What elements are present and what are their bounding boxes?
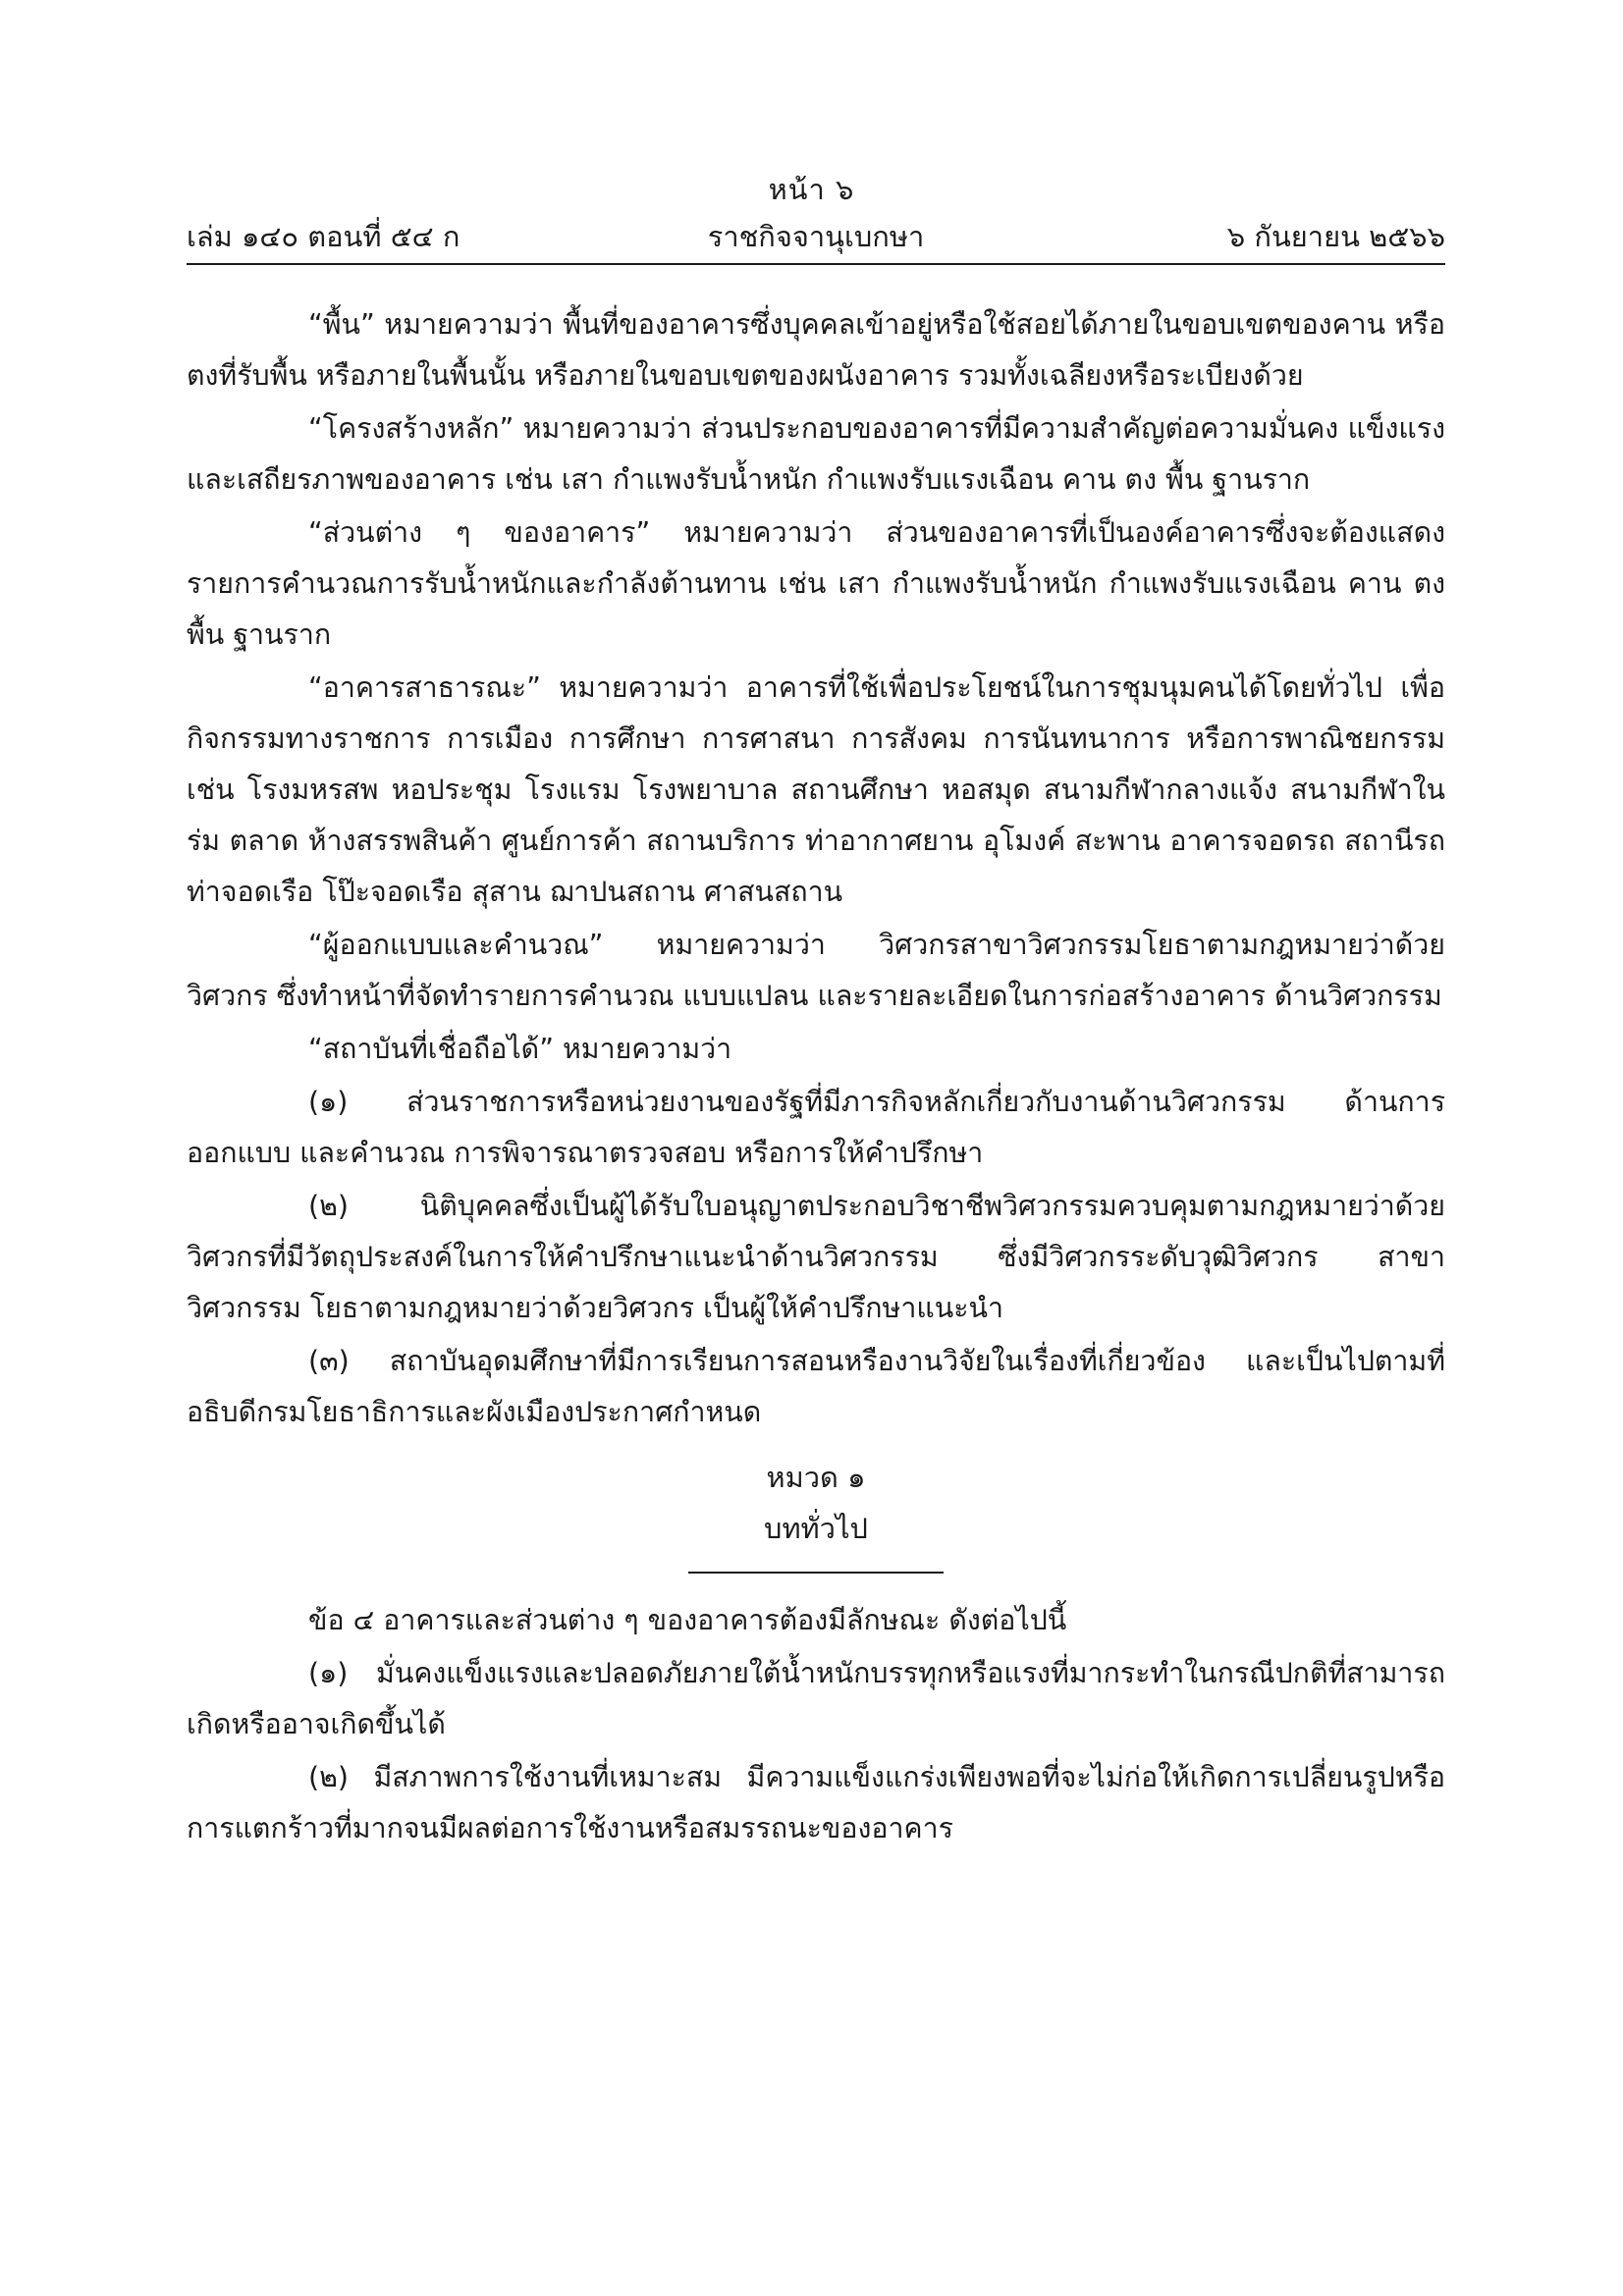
page-number: หน้า ๖ bbox=[768, 173, 855, 206]
definition-building-parts: “ส่วนต่าง ๆ ของอาคาร” หมายความว่า ส่วนของอาคารที่เป็นองค์อาคารซึ่งจะต้องแสดง รายการคำนวณการรับน้ำหนักและกำลังต้านทาน เช่น เสา กำแพงรับน้ำหนัก กำแพงรับแรงเฉือน คาน ตง พื้น ฐานราก bbox=[187, 516, 1445, 651]
article-4-intro: ข้อ ๔ อาคารและส่วนต่าง ๆ ของอาคารต้องมีลักษณะ ดังต่อไปนี้ bbox=[308, 1604, 1067, 1636]
volume-issue: เล่ม ๑๔๐ ตอนที่ ๕๔ ก bbox=[187, 220, 460, 253]
definition-public-building: “อาคารสาธารณะ” หมายความว่า อาคารที่ใช้เพื่อประโยชน์ในการชุมนุมคนได้โดยทั่วไป เพื่อกิจกรรมทางราชการ การเมือง การศึกษา การศาสนา การสังคม การนันทนาการ หรือการพาณิชยกรรม เช่น โรงมหรสพ หอประชุม โรงแรม โรงพยาบาล สถานศึกษา หอสมุด สนามกีฬากลางแจ้ง สนามกีฬาในร่ม ตลาด ห้างสรรพสินค้า ศูนย์การค้า สถานบริการ ท่าอากาศยาน อุโมงค์ สะพาน อาคารจอดรถ สถานีรถ ท่าจอดเรือ โป๊ะจอดเรือ สุสาน ฌาปนสถาน ศาสนสถาน bbox=[187, 671, 1445, 908]
article-4-item-1: (๑) มั่นคงแข็งแรงและปลอดภัยภายใต้น้ำหนักบรรทุกหรือแรงที่มากระทำในกรณีปกติที่สามารถ เกิดหรืออาจเกิดขึ้นได้ bbox=[187, 1657, 1445, 1740]
definition-main-structure: “โครงสร้างหลัก” หมายความว่า ส่วนประกอบของอาคารที่มีความสำคัญต่อความมั่นคง แข็งแรงและเสถียรภาพของอาคาร เช่น เสา กำแพงรับน้ำหนัก กำแพงรับแรงเฉือน คาน ตง พื้น ฐานราก bbox=[187, 412, 1445, 496]
chapter-divider bbox=[688, 1572, 944, 1574]
gazette-header bbox=[187, 214, 1445, 257]
institution-item-2: (๒) นิติบุคคลซึ่งเป็นผู้ได้รับใบอนุญาตประกอบวิชาชีพวิศวกรรมควบคุมตามกฎหมายว่าด้วย วิศวกรที่มีวัตถุประสงค์ในการให้คำปรึกษาแนะนำด้านวิศวกรรม ซึ่งมีวิศวกรระดับวุฒิวิศวกร สาขาวิศวกรรม โยธาตามกฎหมายว่าด้วยวิศวกร เป็นผู้ให้คำปรึกษาแนะนำ bbox=[187, 1190, 1445, 1324]
chapter-title: บททั่วไป bbox=[764, 1512, 868, 1545]
chapter-number: หมวด ๑ bbox=[766, 1461, 866, 1494]
definition-floor: “พื้น” หมายความว่า พื้นที่ของอาคารซึ่งบุคคลเข้าอยู่หรือใช้สอยได้ภายในขอบเขตของคาน หรือตงที่รับพื้น หรือภายในพื้นนั้น หรือภายในขอบเขตของผนังอาคาร รวมทั้งเฉลียงหรือระเบียงด้วย bbox=[187, 308, 1445, 392]
article-4-item-2: (๒) มีสภาพการใช้งานที่เหมาะสม มีความแข็งแกร่งเพียงพอที่จะไม่ก่อให้เกิดการเปลี่ยนรูปหรือ การแตกร้าวที่มากจนมีผลต่อการใช้งานหรือสมรรถนะของอาคาร bbox=[187, 1761, 1445, 1844]
definition-reliable-institution: “สถาบันที่เชื่อถือได้” หมายความว่า bbox=[308, 1033, 732, 1065]
institution-item-3: (๓) สถาบันอุดมศึกษาที่มีการเรียนการสอนหรืองานวิจัยในเรื่องที่เกี่ยวข้อง และเป็นไปตามที่ อธิบดีกรมโยธาธิการและผังเมืองประกาศกำหนด bbox=[187, 1345, 1445, 1428]
chapter-heading bbox=[187, 1452, 1445, 1574]
publication-date: ๖ กันยายน ๒๕๖๖ bbox=[1226, 220, 1445, 253]
definition-designer: “ผู้ออกแบบและคำนวณ” หมายความว่า วิศวกรสาขาวิศวกรรมโยธาตามกฎหมายว่าด้วย วิศวกร ซึ่งทำหน้าที่จัดทำรายการคำนวณ แบบแปลน และรายละเอียดในการก่อสร้างอาคาร ด้านวิศวกรรม bbox=[187, 929, 1445, 1012]
document-body bbox=[187, 299, 1445, 1856]
header-divider bbox=[187, 263, 1445, 265]
institution-item-1: (๑) ส่วนราชการหรือหน่วยงานของรัฐที่มีภารกิจหลักเกี่ยวกับงานด้านวิศวกรรม ด้านการออกแบบ และคำนวณ การพิจารณาตรวจสอบ หรือการให้คำปรึกษา bbox=[187, 1086, 1445, 1169]
publication-title: ราชกิจจานุเบกษา bbox=[707, 220, 925, 253]
